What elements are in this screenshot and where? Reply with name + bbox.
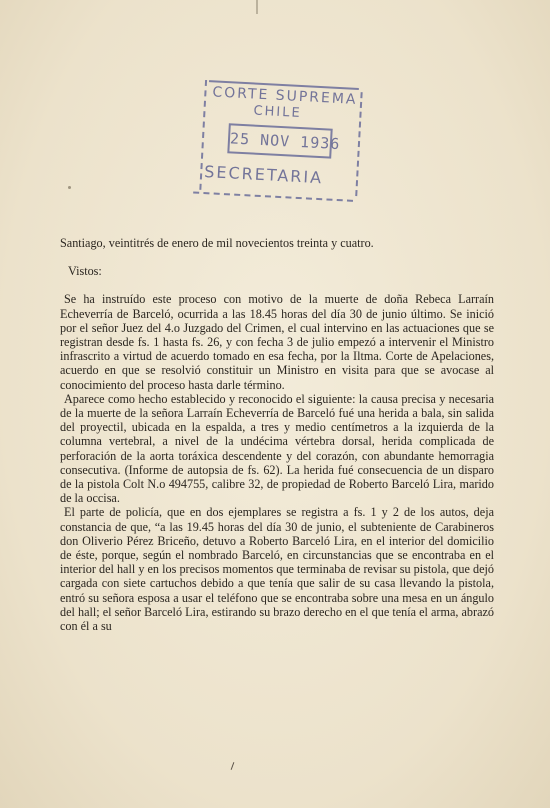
document-body [60,236,494,633]
paper-mark [68,186,71,189]
paragraph: El parte de policía, que en dos ejemplares se registra a fs. 1 y 2 de los autos, deja constancia de que, “a las 19.45 horas del día 30 de junio, el subteniente de Carabineros don Oliverio Pérez Briceño, detuvo a Roberto Barceló Lira, en el interior del domicilio de éste, porque, según el nombrado Barceló, en circunstancias que se encontraba en el interior del hall y en los precisos momentos que terminaba de revisar su pistola, que dejó cargada con siete cartuchos debido a que tenía que salir de su casa llevando la pistola, entró su señora esposa a usar el teléfono que se encontraba sobre una mesa en un ángulo del hall; el señor Barceló Lira, estirando su brazo derecho en el que tenía el arma, abrazó con él a su [60,505,494,634]
paper-mark [256,0,258,14]
page-mark [231,762,235,770]
opening-line: Santiago, veintitrés de enero de mil novecientos treinta y cuatro. [60,236,374,250]
stamp-office: SECRETARIA [203,162,324,188]
court-stamp [193,74,369,209]
paragraph: Se ha instruído este proceso con motivo de la muerte de doña Rebeca Larraín Echeverría de Barceló, ocurrida a las 18.45 horas del día 30 de junio último. Se inició por el señor Juez del 4.o Juzgado del Crimen, el cual intervino en las actuaciones que se registran desde fs. 1 hasta fs. 26, y con fecha 3 de julio empezó a intervenir el Ministro infrascrito a virtud de acuerdo tomado en esa fecha, por la Iltma. Corte de Apelaciones, acuerdo en que se resolvió constituir un Ministro en visita para que se avocase al conocimiento del proceso hasta darle término. [60,292,494,392]
stamp-country: CHILE [253,103,303,122]
vistos-heading: Vistos: [68,264,102,279]
stamp-court-name: CORTE SUPREMA [212,84,358,108]
stamp-date: 25 NOV 1936 [227,123,332,158]
stamp-border-bottom [193,191,353,201]
paragraph: Aparece como hecho establecido y reconocido el siguiente: la causa precisa y necesaria de la muerte de la señora Larraín Echeverría de Barceló fué una herida a bala, sin salida del proyectil, ubicada en la espalda, a tres y medio centímetros a la izquierda de la columna vertebral, a nivel de la undécima vértebra dorsal, herida complicada de perforación de la aorta toráxica descendente y del corazón, con abundante hemorragia consecutiva. (Informe de autopsia de fs. 62). La herida fué consecuencia de un disparo de la pistola Colt N.o 494755, calibre 32, de propiedad de Roberto Barceló Lira, marido de la occisa. [60,391,494,506]
